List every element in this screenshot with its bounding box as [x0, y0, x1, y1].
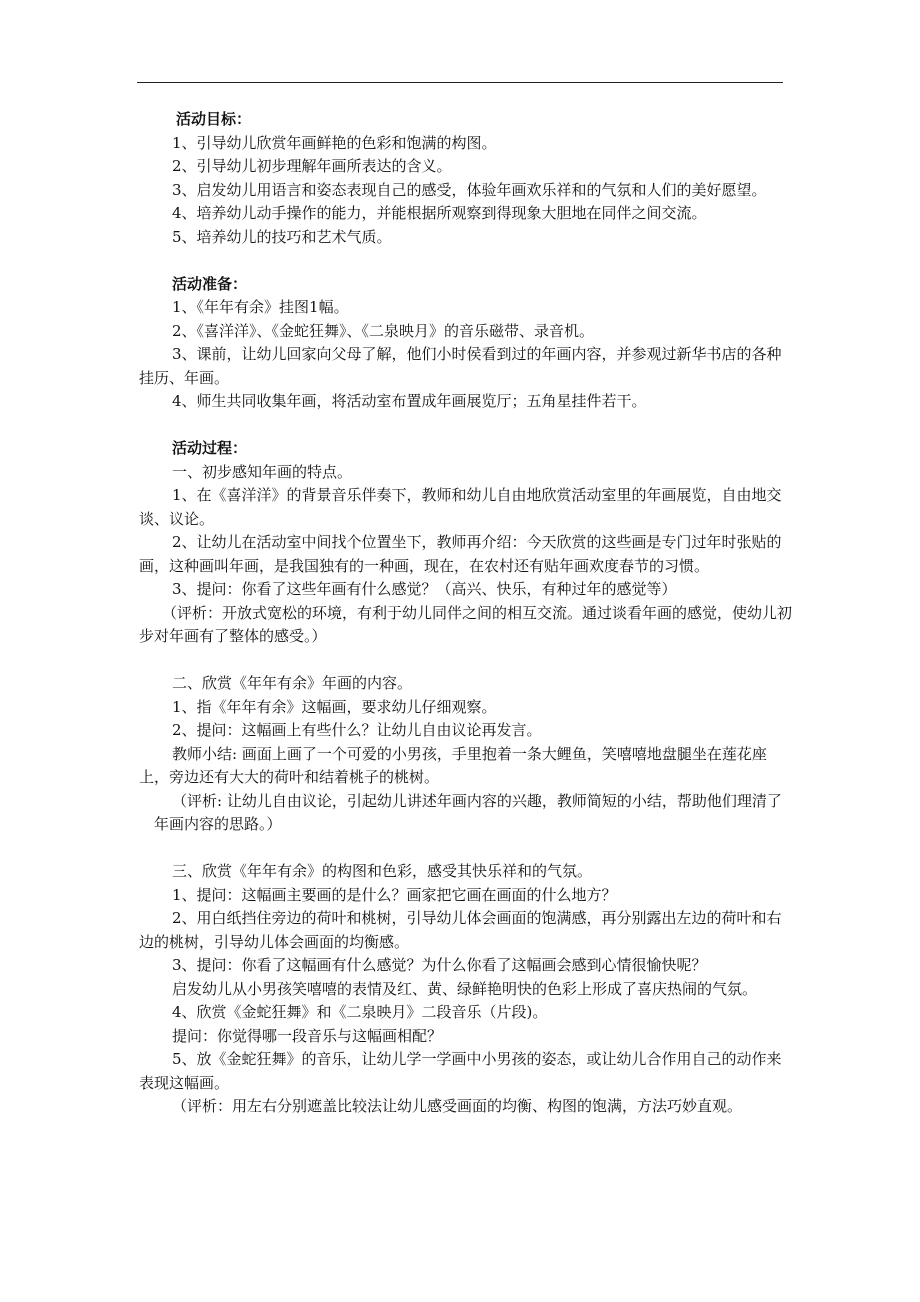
section-3-para-4: 启发幼儿从小男孩笑嘻嘻的表情及红、黄、绿鲜艳明快的色彩上形成了喜庆热闹的气氛。	[172, 979, 758, 998]
document-body	[139, 108, 794, 1119]
prep-item-2: 2、《喜洋洋》、《金蛇狂舞》、《二泉映月》的音乐磁带、录音机。	[172, 321, 595, 340]
section-1-note: （评析：开放式宽松的环境，有利于幼儿同伴之间的相互交流。通过谈看年画的感觉，使幼儿初步对年画有了整体的感受。）	[139, 603, 793, 645]
section-3-para-2: 2、用白纸挡住旁边的荷叶和桃树，引导幼儿体会画面的饱满感，再分别露出左边的荷叶和右边的桃树，引导幼儿体会画面的均衡感。	[139, 909, 782, 951]
prep-heading: 活动准备：	[172, 274, 248, 293]
goal-item-1: 1、引导幼儿欣赏年画鲜艳的色彩和饱满的构图。	[172, 133, 497, 152]
section-3-note: （评析：用左右分别遮盖比较法让幼儿感受画面的均衡、构图的饱满，方法巧妙直观。	[172, 1097, 743, 1115]
section-3-para-1: 1、提问：这幅画主要画的是什么？画家把它画在画面的什么地方？	[172, 885, 617, 904]
section-3-para-6: 提问：你觉得哪一段音乐与这幅画相配？	[172, 1026, 443, 1045]
section-1-para-2: 2、让幼儿在活动室中间找个位置坐下，教师再介绍：今天欣赏的这些画是专门过年时张贴的画，这种画叫年画，是我国独有的一种画，现在，在农村还有贴年画欢度春节的习惯。	[139, 533, 782, 575]
section-3-title: 三、欣赏《年年有余》的构图和色彩，感受其快乐祥和的气氛。	[172, 862, 593, 880]
goal-item-3: 3、启发幼儿用语言和姿态表现自己的感受，体验年画欢乐祥和的气氛和人们的美好愿望。	[172, 180, 767, 199]
section-3-para-5: 4、欣赏《金蛇狂舞》和《二泉映月》二段音乐（片段)。	[172, 1003, 548, 1021]
section-2-title: 二、欣赏《年年有余》年画的内容。	[172, 674, 413, 692]
section-1-title: 一、初步感知年画的特点。	[172, 462, 353, 481]
goals-heading: 活动目标：	[176, 110, 252, 128]
section-3-para-3: 3、提问：你看了这幅画有什么感觉？为什么你看了这幅画会感到心情很愉快呢？	[172, 956, 707, 974]
section-2-para-2: 2、提问：这幅画上有些什么？让幼儿自由议论再发言。	[172, 721, 542, 739]
goal-item-5: 5、培养幼儿的技巧和艺术气质。	[172, 227, 392, 246]
prep-item-3: 3、课前，让幼儿回家向父母了解，他们小时侯看到过的年画内容，并参观过新华书店的各种挂历、年画。	[139, 345, 782, 387]
goal-item-4: 4、培养幼儿动手操作的能力，并能根据所观察到得现象大胆地在同伴之间交流。	[172, 204, 707, 222]
prep-item-1: 1、《年年有余》挂图1幅。	[172, 298, 349, 316]
section-1-para-3: 3、提问：你看了这些年画有什么感觉？（高兴、快乐，有种过年的感觉等）	[172, 580, 677, 598]
section-1-para-1: 1、在《喜洋洋》的背景音乐伴奏下，教师和幼儿自由地欣赏活动室里的年画展览，自由地交谈、议论。	[139, 486, 782, 528]
section-3-para-7: 5、放《金蛇狂舞》的音乐，让幼儿学一学画中小男孩的姿态，或让幼儿合作用自己的动作来表现这幅画。	[139, 1050, 782, 1092]
process-heading: 活动过程：	[172, 439, 248, 457]
section-2-para-3: 教师小结: 画面上画了一个可爱的小男孩，手里抱着一条大鲤鱼，笑嘻嘻地盘腿坐在莲花座上，旁边还有大大的荷叶和结着桃子的桃树。	[139, 744, 767, 786]
goal-item-2: 2、引导幼儿初步理解年画所表达的含义。	[172, 157, 452, 175]
prep-item-4: 4、师生共同收集年画，将活动室布置成年画展览厅；五角星挂件若干。	[172, 392, 647, 410]
header-rule	[137, 82, 783, 83]
section-2-note: （评析: 让幼儿自由议论，引起幼儿讲述年画内容的兴趣，教师简短的小结，帮助他们理清了年画内容的思路。）	[154, 791, 782, 833]
section-2-para-1: 1、指《年年有余》这幅画，要求幼儿仔细观察。	[172, 697, 497, 716]
